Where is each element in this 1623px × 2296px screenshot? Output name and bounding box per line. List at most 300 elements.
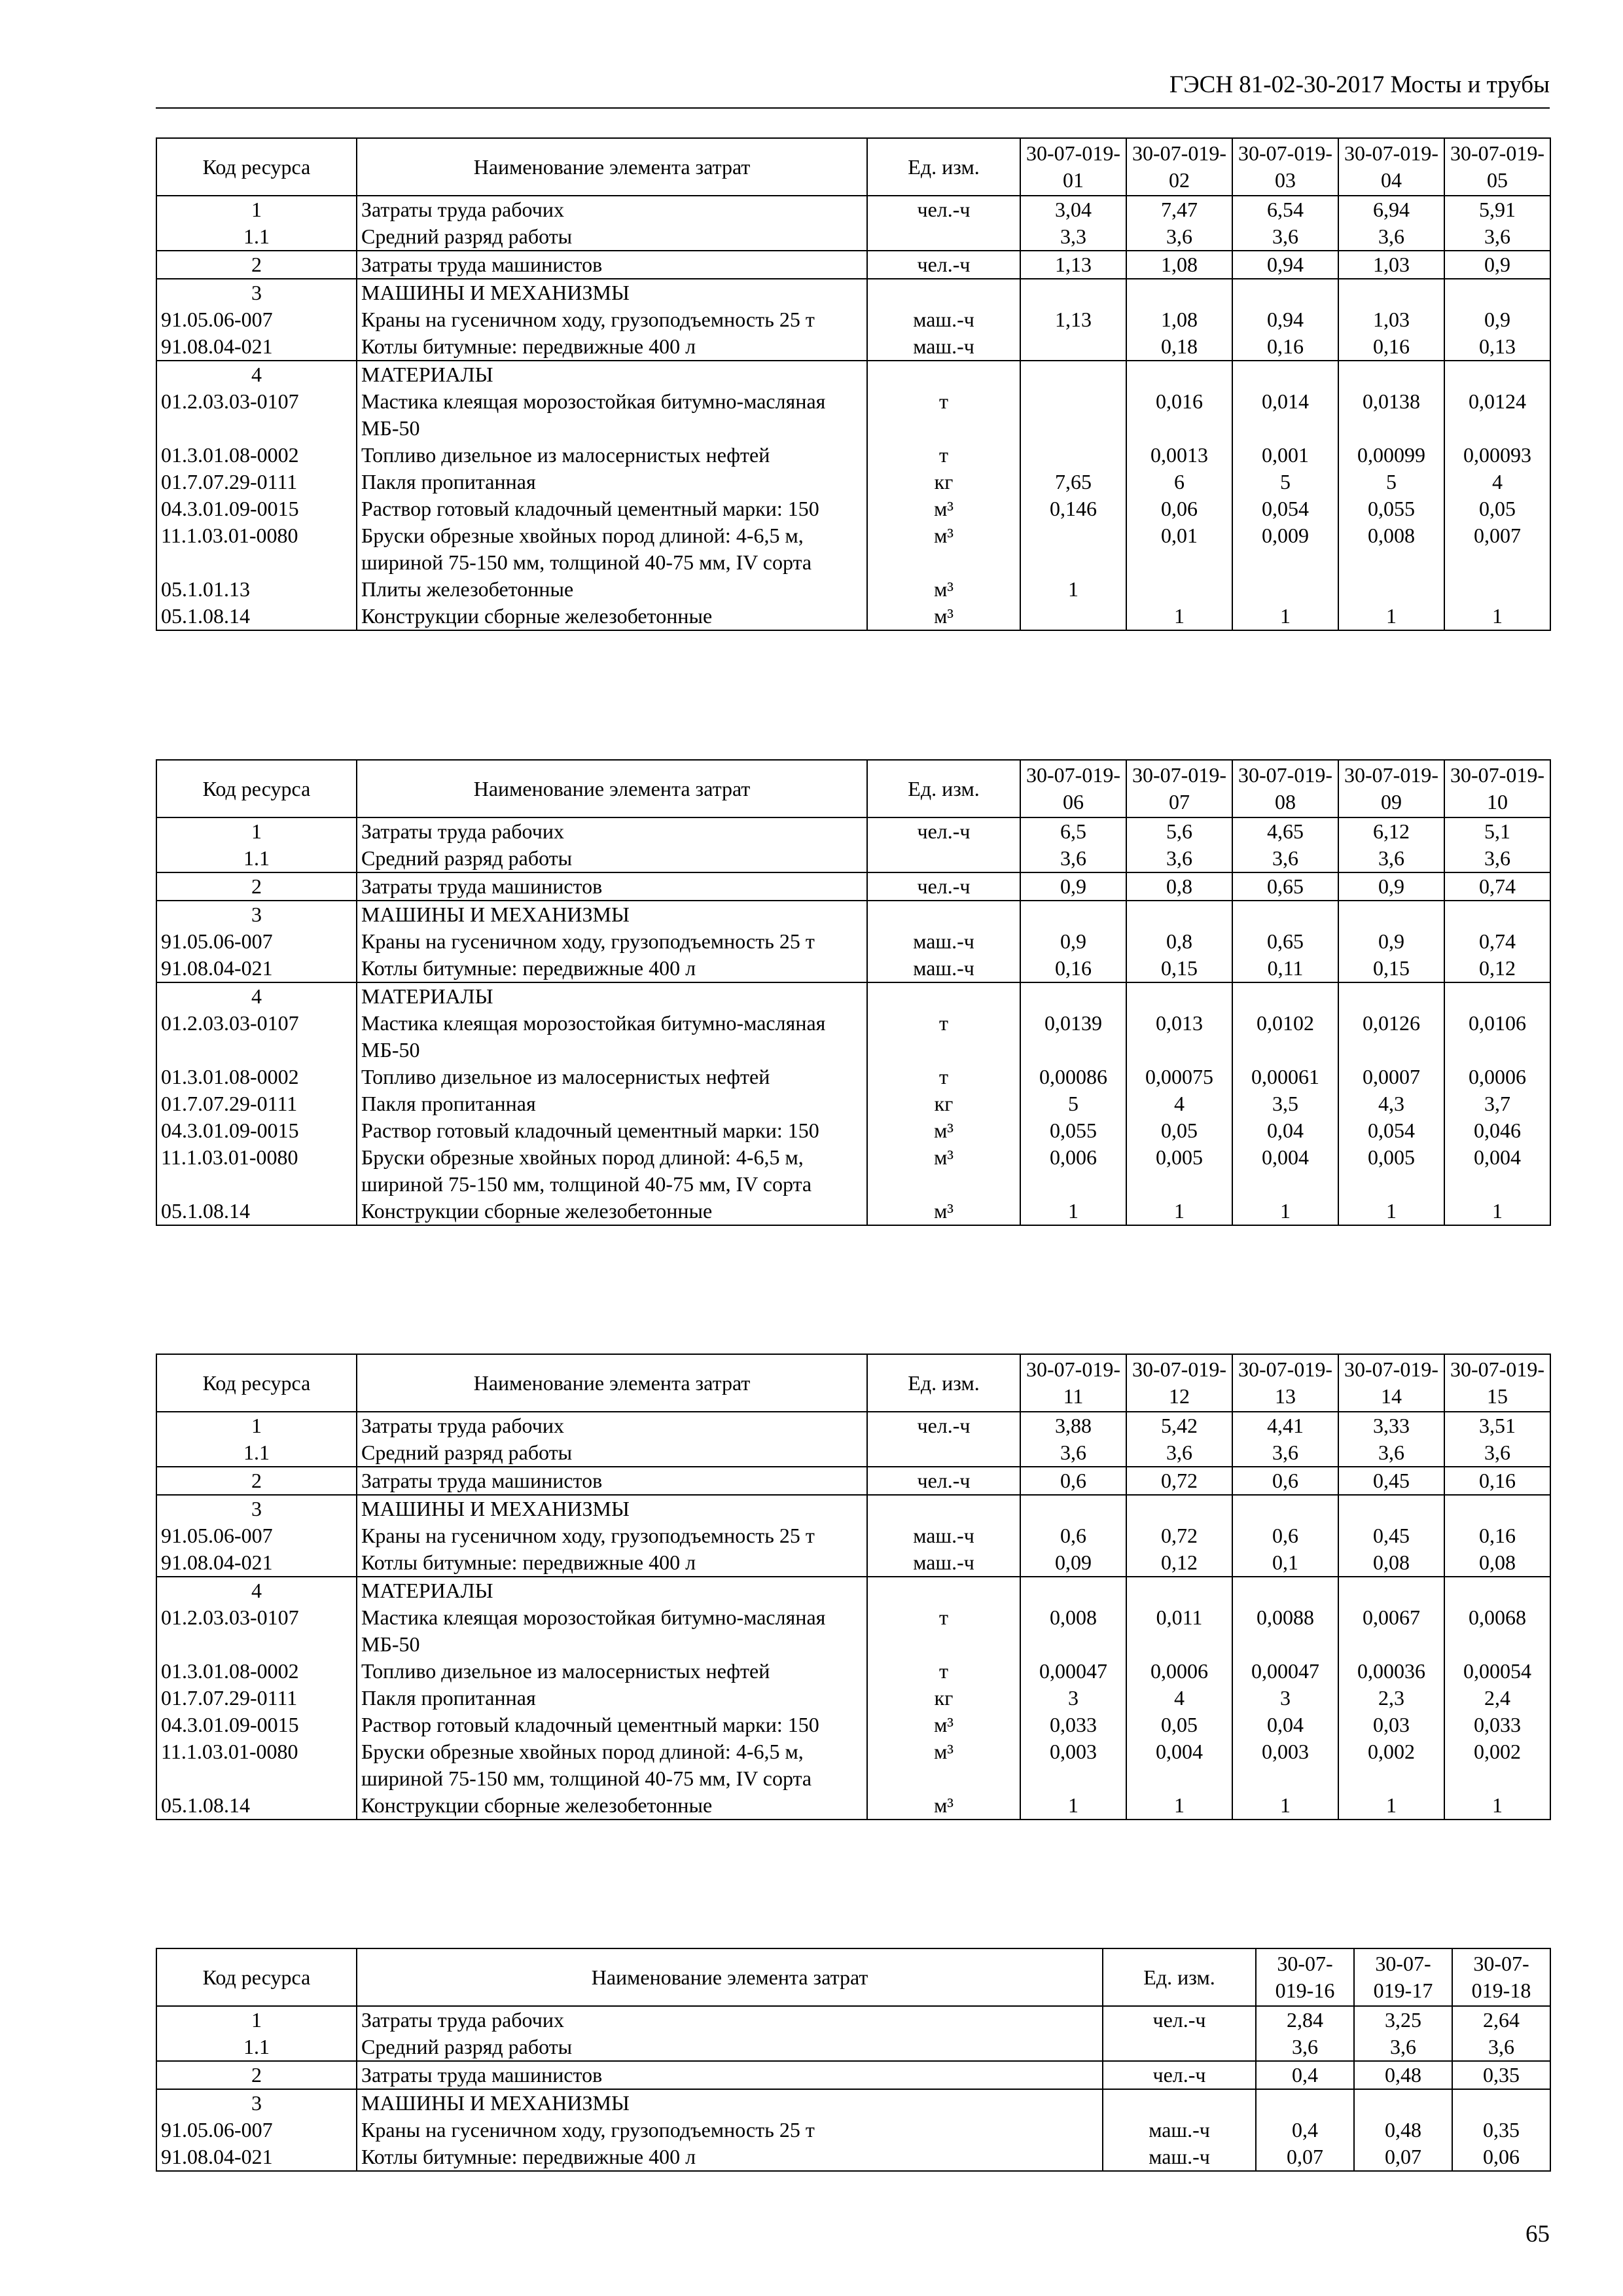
norm-value-cell: 0,046 [1444, 1117, 1550, 1144]
norm-value-cell: 0,65 [1232, 872, 1338, 901]
norm-value-cell: 0,0106 [1444, 1010, 1550, 1064]
resource-code-cell: 11.1.03.01-0080 [156, 522, 357, 576]
norm-value-cell [1256, 2089, 1354, 2117]
norm-value-cell: 1 [1444, 1198, 1550, 1225]
norm-value-cell: 2,4 [1444, 1685, 1550, 1712]
table-row [156, 279, 1550, 306]
header-cell-norm-code: 30-07-019-05 [1444, 138, 1550, 196]
norm-value-cell: 0,0007 [1338, 1064, 1444, 1090]
norm-value-cell [1338, 982, 1444, 1010]
norm-value-cell: 1 [1444, 603, 1550, 630]
resource-code-cell: 91.05.06-007 [156, 2117, 357, 2144]
unit-cell: чел.-ч [1103, 2061, 1256, 2089]
norm-value-cell: 0,07 [1256, 2144, 1354, 2171]
header-cell-norm-code: 30-07-019-10 [1444, 760, 1550, 817]
cost-element-name-cell: Топливо дизельное из малосернистых нефтей [357, 1064, 867, 1090]
table-row [156, 2144, 1550, 2171]
norm-value-cell [1338, 1495, 1444, 1522]
resource-code-cell: 1 [156, 817, 357, 845]
unit-cell: м³ [867, 1117, 1020, 1144]
unit-cell: м³ [867, 1198, 1020, 1225]
cost-element-name-cell: Топливо дизельное из малосернистых нефтей [357, 1658, 867, 1685]
unit-cell [867, 1439, 1020, 1467]
norm-value-cell [1020, 388, 1126, 442]
norm-value-cell: 0,00047 [1232, 1658, 1338, 1685]
norm-value-cell: 3,04 [1020, 196, 1126, 223]
norm-value-cell: 0,6 [1232, 1467, 1338, 1495]
norm-value-cell: 7,47 [1126, 196, 1232, 223]
page-number: 65 [1525, 2221, 1550, 2248]
norm-value-cell: 0,05 [1444, 495, 1550, 522]
resource-code-cell: 1 [156, 1412, 357, 1439]
norm-value-cell: 1 [1020, 576, 1126, 603]
unit-cell: маш.-ч [1103, 2144, 1256, 2171]
header-cell-norm-code: 30-07-019-07 [1126, 760, 1232, 817]
norm-value-cell [1444, 1495, 1550, 1522]
norm-value-cell [1126, 576, 1232, 603]
table-row [156, 2117, 1550, 2144]
norm-value-cell: 0,8 [1126, 928, 1232, 955]
norm-value-cell: 0,9 [1020, 872, 1126, 901]
resource-code-cell: 04.3.01.09-0015 [156, 1712, 357, 1738]
norm-value-cell: 0,004 [1444, 1144, 1550, 1198]
unit-cell [867, 901, 1020, 928]
norm-value-cell: 1 [1020, 1198, 1126, 1225]
norm-value-cell: 3 [1232, 1685, 1338, 1712]
cost-element-name-cell: Краны на гусеничном ходу, грузоподъемность 25 т [357, 1522, 867, 1549]
norm-value-cell: 5,6 [1126, 817, 1232, 845]
norm-value-cell: 4 [1126, 1685, 1232, 1712]
table-row [156, 1467, 1550, 1495]
unit-cell: маш.-ч [867, 1522, 1020, 1549]
header-cell-norm-code: 30-07-019-15 [1444, 1354, 1550, 1412]
norm-value-cell: 0,45 [1338, 1467, 1444, 1495]
resource-code-cell: 1.1 [156, 1439, 357, 1467]
norm-value-cell: 0,0068 [1444, 1604, 1550, 1658]
header-cell-code: Код ресурса [156, 760, 357, 817]
unit-cell: маш.-ч [867, 1549, 1020, 1577]
norm-value-cell: 0,003 [1020, 1738, 1126, 1792]
norm-value-cell: 1,03 [1338, 306, 1444, 333]
norm-value-cell: 3,6 [1338, 845, 1444, 872]
unit-cell [867, 845, 1020, 872]
table-row [156, 495, 1550, 522]
norm-value-cell: 0,002 [1444, 1738, 1550, 1792]
unit-cell [867, 279, 1020, 306]
resource-code-cell: 05.1.01.13 [156, 576, 357, 603]
unit-cell: т [867, 442, 1020, 469]
norm-value-cell: 4 [1444, 469, 1550, 495]
unit-cell: маш.-ч [1103, 2117, 1256, 2144]
resource-code-cell: 05.1.08.14 [156, 1792, 357, 1820]
table-row [156, 817, 1550, 845]
unit-cell: т [867, 1604, 1020, 1658]
header-cell-name: Наименование элемента затрат [357, 760, 867, 817]
norm-value-cell: 0,4 [1256, 2117, 1354, 2144]
cost-element-name-cell: Средний разряд работы [357, 845, 867, 872]
resource-code-cell: 01.7.07.29-0111 [156, 469, 357, 495]
header-cell-norm-code: 30-07-019-02 [1126, 138, 1232, 196]
header-cell-name: Наименование элемента затрат [357, 1948, 1103, 2006]
norm-value-cell: 0,054 [1338, 1117, 1444, 1144]
norm-value-cell: 0,00075 [1126, 1064, 1232, 1090]
cost-element-name-cell: Раствор готовый кладочный цементный марки: 150 [357, 1712, 867, 1738]
table-row [156, 1792, 1550, 1820]
resource-code-cell: 91.08.04-021 [156, 333, 357, 361]
unit-cell: чел.-ч [867, 251, 1020, 279]
cost-element-name-cell: Котлы битумные: передвижные 400 л [357, 333, 867, 361]
cost-element-name-cell: Затраты труда рабочих [357, 196, 867, 223]
norms-table-019-01-05 [156, 137, 1551, 631]
cost-element-name-cell: Затраты труда машинистов [357, 251, 867, 279]
norm-value-cell: 3,6 [1126, 845, 1232, 872]
norm-value-cell: 0,13 [1444, 333, 1550, 361]
norm-value-cell: 0,6 [1020, 1522, 1126, 1549]
norm-value-cell: 0,00061 [1232, 1064, 1338, 1090]
header-cell-unit: Ед. изм. [867, 138, 1020, 196]
norm-value-cell: 3,6 [1126, 1439, 1232, 1467]
norm-value-cell: 0,04 [1232, 1117, 1338, 1144]
norm-value-cell: 0,16 [1444, 1467, 1550, 1495]
norm-value-cell [1444, 279, 1550, 306]
norm-value-cell: 0,003 [1232, 1738, 1338, 1792]
norm-value-cell: 0,011 [1126, 1604, 1232, 1658]
resource-code-cell: 01.7.07.29-0111 [156, 1090, 357, 1117]
norm-value-cell: 0,94 [1232, 251, 1338, 279]
cost-element-name-cell: Бруски обрезные хвойных пород длиной: 4-6,5 м, шириной 75-150 мм, толщиной 40-75 мм, IV сорта [357, 522, 867, 576]
norm-value-cell: 1 [1020, 1792, 1126, 1820]
norm-value-cell: 3,88 [1020, 1412, 1126, 1439]
norm-value-cell: 1,08 [1126, 306, 1232, 333]
norm-value-cell: 5 [1020, 1090, 1126, 1117]
table-row [156, 2061, 1550, 2089]
cost-element-name-cell: Затраты труда машинистов [357, 2061, 1103, 2089]
table-row [156, 1495, 1550, 1522]
resource-code-cell: 2 [156, 2061, 357, 2089]
unit-cell: м³ [867, 1712, 1020, 1738]
resource-code-cell: 91.08.04-021 [156, 1549, 357, 1577]
norm-value-cell: 0,008 [1338, 522, 1444, 576]
norm-value-cell: 1,13 [1020, 251, 1126, 279]
norm-value-cell: 3,6 [1452, 2034, 1550, 2061]
resource-code-cell: 2 [156, 1467, 357, 1495]
unit-cell: м³ [867, 1738, 1020, 1792]
resource-code-cell: 91.05.06-007 [156, 928, 357, 955]
cost-element-name-cell: Котлы битумные: передвижные 400 л [357, 2144, 1103, 2171]
header-cell-norm-code: 30-07-019-14 [1338, 1354, 1444, 1412]
table-row [156, 1738, 1550, 1792]
norm-value-cell: 0,054 [1232, 495, 1338, 522]
norm-value-cell: 0,4 [1256, 2061, 1354, 2089]
resource-code-cell: 01.3.01.08-0002 [156, 1064, 357, 1090]
norm-value-cell: 0,00036 [1338, 1658, 1444, 1685]
norm-value-cell: 0,12 [1444, 955, 1550, 982]
header-cell-norm-code: 30-07-019-18 [1452, 1948, 1550, 2006]
norm-value-cell: 0,8 [1126, 872, 1232, 901]
norm-value-cell: 2,64 [1452, 2006, 1550, 2034]
resource-code-cell: 05.1.08.14 [156, 1198, 357, 1225]
table-row [156, 361, 1550, 388]
table-row [156, 1522, 1550, 1549]
norm-value-cell: 2,3 [1338, 1685, 1444, 1712]
norm-value-cell: 0,9 [1020, 928, 1126, 955]
table-row [156, 1198, 1550, 1225]
unit-cell: кг [867, 1685, 1020, 1712]
norm-value-cell: 0,009 [1232, 522, 1338, 576]
norm-value-cell: 0,013 [1126, 1010, 1232, 1064]
norm-value-cell: 6,12 [1338, 817, 1444, 845]
cost-element-name-cell: МАШИНЫ И МЕХАНИЗМЫ [357, 901, 867, 928]
norm-value-cell: 0,08 [1338, 1549, 1444, 1577]
table-row [156, 2034, 1550, 2061]
norm-value-cell: 3,6 [1020, 1439, 1126, 1467]
norm-value-cell: 0,74 [1444, 872, 1550, 901]
norm-value-cell: 0,0006 [1444, 1064, 1550, 1090]
resource-code-cell: 1.1 [156, 845, 357, 872]
table-header-row [156, 138, 1550, 196]
norm-value-cell [1444, 1577, 1550, 1604]
norm-value-cell: 5 [1232, 469, 1338, 495]
table-row [156, 982, 1550, 1010]
cost-element-name-cell: Затраты труда машинистов [357, 1467, 867, 1495]
norm-value-cell: 0,94 [1232, 306, 1338, 333]
resource-code-cell: 01.2.03.03-0107 [156, 1010, 357, 1064]
norm-value-cell: 6,94 [1338, 196, 1444, 223]
norm-value-cell [1232, 982, 1338, 1010]
norm-value-cell [1232, 361, 1338, 388]
norm-value-cell [1338, 576, 1444, 603]
resource-code-cell: 4 [156, 361, 357, 388]
norm-value-cell: 0,45 [1338, 1522, 1444, 1549]
norm-value-cell: 0,9 [1338, 872, 1444, 901]
table-row [156, 1144, 1550, 1198]
norm-value-cell: 0,12 [1126, 1549, 1232, 1577]
header-cell-norm-code: 30-07-019-13 [1232, 1354, 1338, 1412]
header-cell-unit: Ед. изм. [1103, 1948, 1256, 2006]
norm-value-cell [1232, 576, 1338, 603]
document-header-title: ГЭСН 81-02-30-2017 Мосты и трубы [1169, 71, 1550, 98]
unit-cell: т [867, 1658, 1020, 1685]
norm-value-cell [1232, 1495, 1338, 1522]
resource-code-cell: 05.1.08.14 [156, 603, 357, 630]
table-row [156, 1712, 1550, 1738]
table-row [156, 2089, 1550, 2117]
norm-value-cell: 3,6 [1444, 845, 1550, 872]
table-row [156, 603, 1550, 630]
norm-value-cell: 3,6 [1232, 845, 1338, 872]
resource-code-cell: 91.08.04-021 [156, 955, 357, 982]
norm-value-cell: 0,74 [1444, 928, 1550, 955]
header-cell-code: Код ресурса [156, 1948, 357, 2006]
norms-table-019-06-10 [156, 759, 1551, 1226]
norm-value-cell: 3 [1020, 1685, 1126, 1712]
norm-value-cell: 0,0102 [1232, 1010, 1338, 1064]
cost-element-name-cell: Котлы битумные: передвижные 400 л [357, 955, 867, 982]
resource-code-cell: 91.05.06-007 [156, 1522, 357, 1549]
norm-value-cell: 0,004 [1126, 1738, 1232, 1792]
header-cell-unit: Ед. изм. [867, 1354, 1020, 1412]
table-row [156, 845, 1550, 872]
norm-value-cell: 1,08 [1126, 251, 1232, 279]
cost-element-name-cell: Раствор готовый кладочный цементный марки: 150 [357, 1117, 867, 1144]
norm-value-cell: 0,0013 [1126, 442, 1232, 469]
norm-value-cell: 1 [1444, 1792, 1550, 1820]
table-row [156, 2006, 1550, 2034]
norm-value-cell: 0,002 [1338, 1738, 1444, 1792]
norm-value-cell: 0,03 [1338, 1712, 1444, 1738]
unit-cell [867, 1495, 1020, 1522]
norm-value-cell: 0,72 [1126, 1467, 1232, 1495]
cost-element-name-cell: Краны на гусеничном ходу, грузоподъемность 25 т [357, 2117, 1103, 2144]
table-row [156, 196, 1550, 223]
norm-value-cell: 2,84 [1256, 2006, 1354, 2034]
norm-value-cell: 3,3 [1020, 223, 1126, 251]
header-rule [156, 107, 1550, 109]
norm-value-cell [1020, 442, 1126, 469]
cost-element-name-cell: Краны на гусеничном ходу, грузоподъемность 25 т [357, 306, 867, 333]
resource-code-cell: 1.1 [156, 2034, 357, 2061]
cost-element-name-cell: Средний разряд работы [357, 1439, 867, 1467]
norm-value-cell [1020, 522, 1126, 576]
table-row [156, 306, 1550, 333]
norm-value-cell: 0,16 [1338, 333, 1444, 361]
norm-value-cell: 0,006 [1020, 1144, 1126, 1198]
norm-value-cell: 1 [1338, 1198, 1444, 1225]
norms-table-019-16-18 [156, 1948, 1551, 2172]
cost-element-name-cell: Топливо дизельное из малосернистых нефтей [357, 442, 867, 469]
table-row [156, 1117, 1550, 1144]
norm-value-cell: 5,1 [1444, 817, 1550, 845]
unit-cell: м³ [867, 603, 1020, 630]
resource-code-cell: 4 [156, 982, 357, 1010]
norm-value-cell: 5,91 [1444, 196, 1550, 223]
cost-element-name-cell: МАТЕРИАЛЫ [357, 1577, 867, 1604]
norm-value-cell: 3,6 [1232, 1439, 1338, 1467]
cost-element-name-cell: Затраты труда рабочих [357, 1412, 867, 1439]
header-cell-code: Код ресурса [156, 138, 357, 196]
unit-cell: кг [867, 469, 1020, 495]
header-cell-norm-code: 30-07-019-03 [1232, 138, 1338, 196]
norm-value-cell [1020, 982, 1126, 1010]
cost-element-name-cell: МАШИНЫ И МЕХАНИЗМЫ [357, 2089, 1103, 2117]
norm-value-cell [1232, 1577, 1338, 1604]
resource-code-cell: 2 [156, 251, 357, 279]
norm-value-cell: 6,54 [1232, 196, 1338, 223]
norm-value-cell [1444, 901, 1550, 928]
cost-element-name-cell: Затраты труда рабочих [357, 817, 867, 845]
unit-cell: м³ [867, 1792, 1020, 1820]
unit-cell: маш.-ч [867, 928, 1020, 955]
cost-element-name-cell: Мастика клеящая морозостойкая битумно-масляная МБ-50 [357, 1604, 867, 1658]
cost-element-name-cell: МАШИНЫ И МЕХАНИЗМЫ [357, 1495, 867, 1522]
resource-code-cell: 91.05.06-007 [156, 306, 357, 333]
norm-value-cell: 0,1 [1232, 1549, 1338, 1577]
table-header-row [156, 1354, 1550, 1412]
resource-code-cell: 3 [156, 901, 357, 928]
norm-value-cell [1338, 901, 1444, 928]
norm-value-cell: 1,03 [1338, 251, 1444, 279]
norm-value-cell: 1 [1232, 603, 1338, 630]
unit-cell: чел.-ч [867, 817, 1020, 845]
norm-value-cell: 0,72 [1126, 1522, 1232, 1549]
norm-value-cell: 0,18 [1126, 333, 1232, 361]
cost-element-name-cell: Котлы битумные: передвижные 400 л [357, 1549, 867, 1577]
norm-value-cell: 0,0006 [1126, 1658, 1232, 1685]
resource-code-cell: 01.3.01.08-0002 [156, 442, 357, 469]
norm-value-cell: 3,7 [1444, 1090, 1550, 1117]
norm-value-cell [1232, 279, 1338, 306]
table-row [156, 1604, 1550, 1658]
norm-value-cell: 4,41 [1232, 1412, 1338, 1439]
norm-value-cell: 0,00086 [1020, 1064, 1126, 1090]
norm-value-cell: 3,6 [1232, 223, 1338, 251]
table-header-row [156, 1948, 1550, 2006]
norm-value-cell: 7,65 [1020, 469, 1126, 495]
norm-value-cell: 0,033 [1444, 1712, 1550, 1738]
table-row [156, 1439, 1550, 1467]
norm-value-cell: 1 [1232, 1792, 1338, 1820]
norm-value-cell [1126, 1577, 1232, 1604]
table-row [156, 1658, 1550, 1685]
norm-value-cell: 0,06 [1126, 495, 1232, 522]
norm-value-cell [1444, 982, 1550, 1010]
table-row [156, 1685, 1550, 1712]
norm-value-cell [1020, 279, 1126, 306]
norm-value-cell: 0,008 [1020, 1604, 1126, 1658]
table-row [156, 1412, 1550, 1439]
norm-value-cell: 0,014 [1232, 388, 1338, 442]
norm-value-cell: 1 [1126, 603, 1232, 630]
norm-value-cell: 0,01 [1126, 522, 1232, 576]
norm-value-cell: 0,005 [1126, 1144, 1232, 1198]
norm-value-cell: 5,42 [1126, 1412, 1232, 1439]
unit-cell: маш.-ч [867, 306, 1020, 333]
cost-element-name-cell: Бруски обрезные хвойных пород длиной: 4-6,5 м, шириной 75-150 мм, толщиной 40-75 мм, IV сорта [357, 1144, 867, 1198]
cost-element-name-cell: Пакля пропитанная [357, 1090, 867, 1117]
norm-value-cell: 0,055 [1338, 495, 1444, 522]
norm-value-cell: 3,6 [1354, 2034, 1452, 2061]
cost-element-name-cell: Средний разряд работы [357, 223, 867, 251]
norm-value-cell [1020, 333, 1126, 361]
table-row [156, 576, 1550, 603]
norm-value-cell: 3,6 [1444, 223, 1550, 251]
norm-value-cell: 0,007 [1444, 522, 1550, 576]
unit-cell: м³ [867, 495, 1020, 522]
norm-value-cell [1338, 1577, 1444, 1604]
norm-value-cell [1444, 361, 1550, 388]
unit-cell [867, 1577, 1020, 1604]
norm-value-cell: 0,016 [1126, 388, 1232, 442]
unit-cell: маш.-ч [867, 955, 1020, 982]
header-cell-norm-code: 30-07-019-17 [1354, 1948, 1452, 2006]
norm-value-cell: 3,33 [1338, 1412, 1444, 1439]
norm-value-cell: 0,00093 [1444, 442, 1550, 469]
unit-cell: чел.-ч [867, 196, 1020, 223]
norm-value-cell [1444, 576, 1550, 603]
header-cell-norm-code: 30-07-019-04 [1338, 138, 1444, 196]
table-row [156, 1010, 1550, 1064]
cost-element-name-cell: МАШИНЫ И МЕХАНИЗМЫ [357, 279, 867, 306]
unit-cell: кг [867, 1090, 1020, 1117]
norm-value-cell [1452, 2089, 1550, 2117]
header-cell-norm-code: 30-07-019-08 [1232, 760, 1338, 817]
norm-value-cell: 1 [1126, 1198, 1232, 1225]
norm-value-cell: 0,05 [1126, 1712, 1232, 1738]
norm-value-cell: 0,6 [1232, 1522, 1338, 1549]
table-row [156, 251, 1550, 279]
resource-code-cell: 91.08.04-021 [156, 2144, 357, 2171]
cost-element-name-cell: Конструкции сборные железобетонные [357, 1792, 867, 1820]
